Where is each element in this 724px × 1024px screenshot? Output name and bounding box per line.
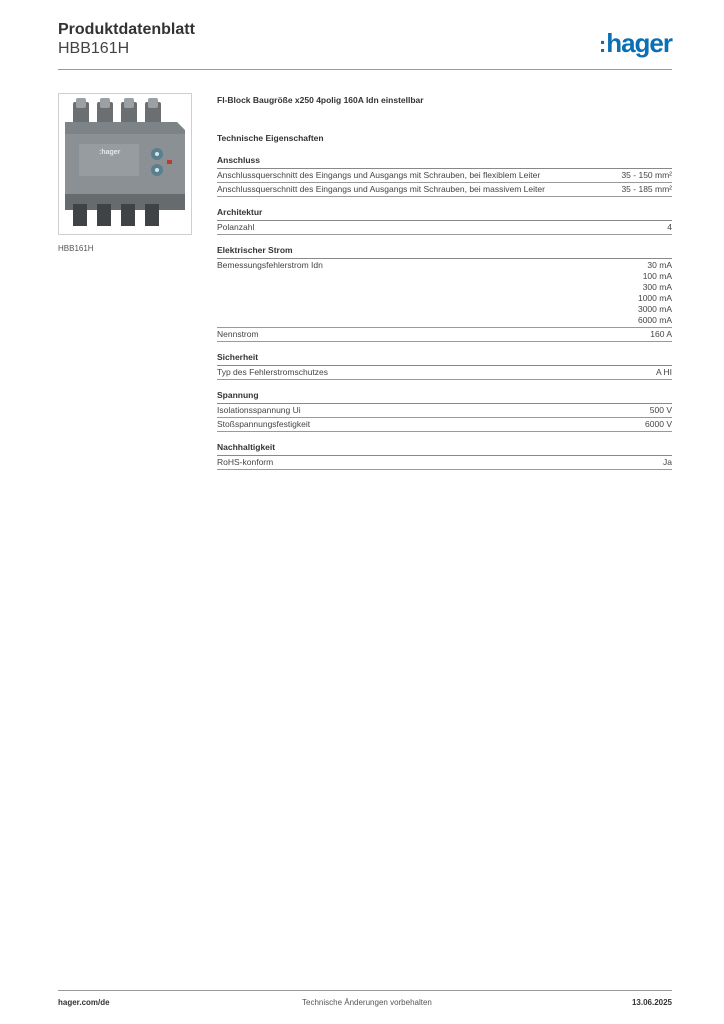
property-value-item: 30 mA	[647, 260, 672, 270]
property-value-item: A HI	[655, 367, 672, 377]
image-caption: HBB161H	[58, 244, 94, 253]
hager-logo: :hager	[598, 28, 672, 58]
property-value-item: 35 - 150 mm²	[621, 170, 672, 180]
section-title: Sicherheit	[217, 351, 672, 366]
property-row	[217, 366, 672, 380]
footer-website: hager.com/de	[58, 998, 110, 1007]
property-value-item: 35 - 185 mm²	[621, 184, 672, 194]
property-value	[650, 329, 672, 340]
property-value	[645, 419, 672, 430]
property-value	[667, 222, 672, 233]
section-title: Anschluss	[217, 154, 672, 169]
page-title: Produktdatenblatt	[58, 21, 195, 38]
property-value	[621, 170, 672, 181]
property-row	[217, 221, 672, 235]
footer-disclaimer: Technische Änderungen vorbehalten	[302, 998, 432, 1007]
property-label: Polanzahl	[217, 222, 255, 232]
header-divider	[58, 69, 672, 70]
product-image	[58, 93, 192, 235]
property-label: Typ des Fehlerstromschutzes	[217, 367, 329, 377]
property-label: Anschlussquerschnitt des Eingangs und Ausgangs mit Schrauben, bei flexiblem Leiter	[217, 170, 541, 180]
section-title: Spannung	[217, 389, 672, 404]
property-value-item: 160 A	[650, 329, 672, 339]
property-value	[650, 405, 672, 416]
property-row	[217, 328, 672, 342]
property-label: Isolationsspannung Ui	[217, 405, 301, 415]
property-value	[656, 367, 672, 378]
footer-divider	[58, 990, 672, 991]
section-title: Architektur	[217, 206, 672, 221]
property-value-item: Ja	[663, 457, 672, 467]
property-row	[217, 418, 672, 432]
property-value	[638, 260, 672, 326]
property-value-item: 6000 V	[645, 419, 672, 429]
property-row	[217, 259, 672, 328]
property-row	[217, 456, 672, 470]
property-value-item: 100 mA	[642, 271, 672, 281]
property-value-item: 300 mA	[642, 282, 672, 292]
property-value	[663, 457, 672, 468]
property-label: Stoßspannungsfestigkeit	[217, 419, 311, 429]
property-value	[621, 184, 672, 195]
page-header	[58, 20, 672, 70]
footer-date: 13.06.2025	[631, 998, 672, 1007]
property-value-item: 6000 mA	[637, 315, 672, 325]
product-description: FI-Block Baugröße x250 4polig 160A Idn einstellbar	[217, 95, 424, 105]
property-value-item: 1000 mA	[637, 293, 672, 303]
property-value-item: 3000 mA	[637, 304, 672, 314]
property-label: Nennstrom	[217, 329, 259, 339]
technical-properties-heading: Technische Eigenschaften	[217, 133, 324, 143]
datasheet-content	[217, 93, 672, 470]
product-code: HBB161H	[58, 40, 130, 57]
property-value-item: 4	[667, 222, 672, 232]
section-title: Nachhaltigkeit	[217, 441, 672, 456]
property-value-item: 500 V	[649, 405, 672, 415]
section-title: Elektrischer Strom	[217, 244, 672, 259]
property-row	[217, 183, 672, 197]
property-label: Bemessungsfehlerstrom Idn	[217, 260, 323, 270]
svg-text::hager: :hager	[99, 149, 121, 156]
property-label: Anschlussquerschnitt des Eingangs und Ausgangs mit Schrauben, bei massivem Leiter	[217, 184, 545, 194]
property-row	[217, 404, 672, 418]
property-row	[217, 169, 672, 183]
property-label: RoHS-konform	[217, 457, 274, 467]
properties-sections	[217, 154, 672, 470]
